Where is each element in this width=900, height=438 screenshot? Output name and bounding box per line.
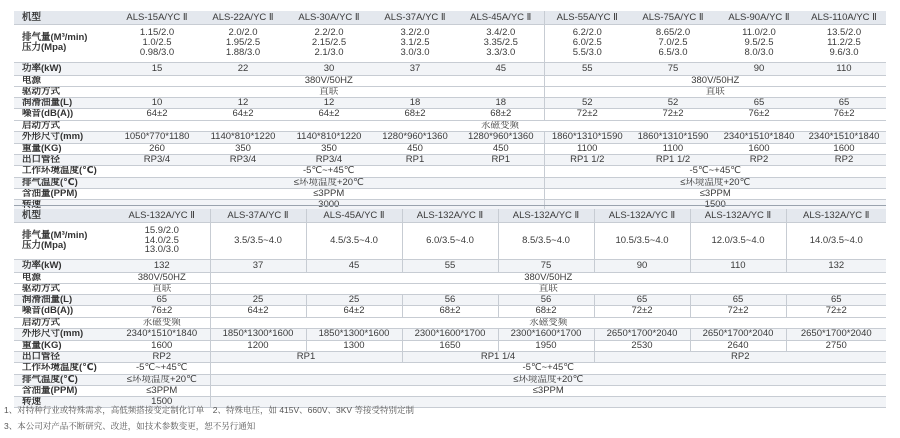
row-label: 机型 [14,209,114,222]
outlet-cell: RP1 1/2 [630,154,716,165]
supply-cell: 380V/50HZ [114,75,544,86]
oil-cell: 56 [402,294,498,305]
noise-cell: 64±2 [306,305,402,317]
weight-cell: 1200 [210,340,306,351]
pressure-label: 压力(Mpa) [22,42,67,53]
weight-cell: 1100 [630,143,716,154]
exhaust-cell: ≤环境温度+20℃ [114,374,210,385]
flow-cell [458,24,544,62]
flow-cell: 14.0/3.5~4.0 [786,222,886,259]
flow-value: 3.4/2.0 [486,27,516,39]
model-cell: ALS-110A/YC Ⅱ [802,11,886,24]
air-flow-label: 排气量(M³/min) [22,229,88,241]
power-cell: 110 [690,259,786,272]
table-row [14,97,886,108]
flow-cell [630,24,716,62]
oil-cell: 52 [544,97,630,108]
power-cell: 132 [786,259,886,272]
table-row [14,120,886,131]
row-label: 噪音(dB(A)) [14,305,114,317]
weight-cell: 1950 [498,340,594,351]
dims-cell: 1140*810*1220 [286,131,372,143]
power-cell: 37 [210,259,306,272]
flow-value: 3.2/2.0 [400,27,430,39]
flow-value: 9.6/3.0 [829,46,859,58]
table-row [14,294,886,305]
table-row [14,188,886,199]
table-row [14,272,886,283]
noise-cell: 64±2 [200,108,286,120]
oil-cell: 56 [498,294,594,305]
model-cell: ALS-132A/YC Ⅱ [594,209,690,222]
oil-cell: 12 [200,97,286,108]
flow-cell: 4.5/3.5~4.0 [306,222,402,259]
flow-value: 6.0/2.5 [572,37,602,49]
weight-cell: 2640 [690,340,786,351]
row-label: 重量(KG) [14,340,114,351]
ambient-cell: -5℃~+45℃ [210,362,886,374]
oil-cell: 65 [786,294,886,305]
flow-cell [372,24,458,62]
exhaust-cell: ≤环境温度+20℃ [114,177,544,188]
pressure-label: 压力(Mpa) [22,239,67,251]
weight-cell: 2750 [786,340,886,351]
power-cell: 132 [114,259,210,272]
weight-cell: 260 [114,143,200,154]
row-label: 启动方式 [14,120,114,131]
noise-cell: 72±2 [630,108,716,120]
dims-cell: 2650*1700*2040 [786,328,886,340]
oil-cell: 12 [286,97,372,108]
table-row [14,165,886,177]
power-cell: 37 [372,62,458,75]
flow-value: 3.0/3.0 [400,46,430,58]
table-row [14,62,886,75]
start-cell: 永磁变频 [210,317,886,328]
row-label: 外形尺寸(mm) [14,131,114,143]
footnote-2: 3、本公司对产品不断研究、改进，如技术参数变更，恕不另行通知 [4,421,256,431]
footnote-1: 1、对特种行业或特殊需求，高低频搭接变定制化订单 2、特殊电压，如 415V、660V、3KV 等接受特别定制 [4,405,414,415]
flow-cell [802,24,886,62]
noise-cell: 72±2 [594,305,690,317]
power-cell: 75 [630,62,716,75]
flow-cell: 10.5/3.5~4.0 [594,222,690,259]
model-cell: ALS-75A/YC Ⅱ [630,11,716,24]
table-row [14,374,886,385]
oil-cell: 10 [114,97,200,108]
supply-cell: 380V/50HZ [114,272,210,283]
outlet-cell: RP1 [372,154,458,165]
model-cell: ALS-45A/YC Ⅱ [306,209,402,222]
table-row [14,11,886,24]
dims-cell: 1850*1300*1600 [210,328,306,340]
weight-cell: 1650 [402,340,498,351]
speed-cell: 1500 [544,199,886,210]
row-label: 出口管径 [14,351,114,362]
noise-cell: 76±2 [802,108,886,120]
row-label: 排气温度(℃) [14,177,114,188]
supply-cell: 380V/50HZ [210,272,886,283]
oil-cell: 25 [306,294,402,305]
outlet-cell: RP2 [802,154,886,165]
table-row [14,143,886,154]
flow-value: 0.98/3.0 [139,46,175,58]
flow-value: 9.5/2.5 [744,37,774,49]
noise-cell: 64±2 [114,108,200,120]
section-divider [14,205,886,206]
dims-cell: 1280*960*1360 [372,131,458,143]
dims-cell: 2650*1700*2040 [690,328,786,340]
table-row [14,209,886,222]
oil-content-cell: ≤3PPM [114,188,544,199]
outlet-cell: RP1 [210,351,402,362]
flow-cell: 3.5/3.5~4.0 [210,222,306,259]
model-cell: ALS-132A/YC Ⅱ [786,209,886,222]
noise-cell: 64±2 [210,305,306,317]
table-row [14,305,886,317]
noise-cell: 68±2 [458,108,544,120]
ambient-cell: -5℃~+45℃ [114,165,544,177]
flow-value: 11.2/2.5 [827,37,861,49]
table-row [14,283,886,294]
power-cell: 15 [114,62,200,75]
noise-cell: 68±2 [498,305,594,317]
model-cell: ALS-132A/YC Ⅱ [498,209,594,222]
row-label: 润滑油量(L) [14,97,114,108]
table-row [14,340,886,351]
model-cell: ALS-45A/YC Ⅱ [458,11,544,24]
outlet-cell: RP2 [594,351,886,362]
speed-cell: 3000 [114,199,544,210]
start-cell: 永磁变频 [114,317,210,328]
outlet-cell: RP2 [716,154,802,165]
oil-cell: 65 [690,294,786,305]
model-cell: ALS-22A/YC Ⅱ [200,11,286,24]
flow-value: 3.3/3.0 [486,46,516,58]
power-cell: 22 [200,62,286,75]
weight-cell: 1600 [114,340,210,351]
row-label: 启动方式 [14,317,114,328]
ambient-cell: -5℃~+45℃ [114,362,210,374]
power-cell: 110 [802,62,886,75]
power-cell: 90 [594,259,690,272]
flow-value: 14.0/2.5 [144,234,179,246]
drive-cell: 直联 [210,283,886,294]
flow-value: 13.5/2.0 [826,27,862,39]
flow-cell: 8.5/3.5~4.0 [498,222,594,259]
row-label: 功率(kW) [14,62,114,75]
table-row [14,131,886,143]
oil-cell: 18 [458,97,544,108]
oil-cell: 65 [594,294,690,305]
noise-cell: 64±2 [286,108,372,120]
oil-content-cell: ≤3PPM [114,385,210,396]
row-label: 机型 [14,11,114,24]
air-flow-label: 排气量(M³/min) [22,32,88,44]
flow-value: 2.2/2.0 [314,27,344,39]
flow-value: 2.0/2.0 [228,27,258,39]
flow-cell: 6.0/3.5~4.0 [402,222,498,259]
row-label [14,222,114,259]
outlet-cell: RP1 1/4 [402,351,594,362]
model-cell: ALS-55A/YC Ⅱ [544,11,630,24]
exhaust-cell: ≤环境温度+20℃ [544,177,886,188]
outlet-cell: RP3/4 [114,154,200,165]
flow-cell [200,24,286,62]
table-row [14,86,886,97]
flow-value: 1.95/2.5 [225,37,261,49]
row-label: 外形尺寸(mm) [14,328,114,340]
flow-value: 13.0/3.0 [144,244,179,256]
table-row [14,351,886,362]
dims-cell: 2300*1600*1700 [402,328,498,340]
table-row [14,259,886,272]
noise-cell: 68±2 [372,108,458,120]
row-label: 含油量(PPM) [14,385,114,396]
row-label [14,24,114,62]
row-label: 电源 [14,75,114,86]
flow-cell [544,24,630,62]
flow-cell: 12.0/3.5~4.0 [690,222,786,259]
flow-value: 6.5/3.0 [658,46,688,58]
power-cell: 90 [716,62,802,75]
power-cell: 45 [306,259,402,272]
flow-cell [286,24,372,62]
flow-value: 2.15/2.5 [311,37,347,49]
dims-cell: 2340*1510*1840 [114,328,210,340]
model-cell: ALS-132A/YC Ⅱ [114,209,210,222]
power-cell: 30 [286,62,372,75]
ambient-cell: -5℃~+45℃ [544,165,886,177]
flow-value: 8.0/3.0 [744,46,774,58]
table-row [14,177,886,188]
dims-cell: 1140*810*1220 [200,131,286,143]
dims-cell: 2300*1600*1700 [498,328,594,340]
flow-value: 1.0/2.5 [142,37,172,49]
dims-cell: 1850*1300*1600 [306,328,402,340]
spec-table-2 [14,209,886,408]
weight-cell: 1600 [802,143,886,154]
model-cell: ALS-37A/YC Ⅱ [372,11,458,24]
flow-value: 11.0/2.0 [742,27,776,39]
outlet-cell: RP1 1/2 [544,154,630,165]
row-label: 电源 [14,272,114,283]
table-row [14,317,886,328]
start-cell: 永磁变频 [114,120,886,131]
flow-value: 7.0/2.5 [658,37,688,49]
oil-cell: 52 [630,97,716,108]
dims-cell: 2340*1510*1840 [716,131,802,143]
weight-cell: 1600 [716,143,802,154]
flow-value: 3.35/2.5 [483,37,518,49]
oil-cell: 65 [114,294,210,305]
outlet-cell: RP3/4 [200,154,286,165]
model-cell: ALS-132A/YC Ⅱ [690,209,786,222]
outlet-cell: RP1 [458,154,544,165]
flow-value: 15.9/2.0 [144,224,179,236]
dims-cell: 1860*1310*1590 [544,131,630,143]
oil-cell: 65 [802,97,886,108]
model-cell: ALS-30A/YC Ⅱ [286,11,372,24]
model-cell: ALS-90A/YC Ⅱ [716,11,802,24]
noise-cell: 76±2 [716,108,802,120]
model-cell: ALS-37A/YC Ⅱ [210,209,306,222]
row-label: 噪音(dB(A)) [14,108,114,120]
power-cell: 55 [402,259,498,272]
weight-cell: 450 [372,143,458,154]
flow-cell [114,24,200,62]
weight-cell: 1100 [544,143,630,154]
oil-cell: 25 [210,294,306,305]
row-label: 转速 [14,199,114,210]
speed-cell: 1500 [114,396,210,407]
noise-cell: 72±2 [786,305,886,317]
oil-content-cell: ≤3PPM [210,385,886,396]
row-label: 排气温度(℃) [14,374,114,385]
table-row [14,24,886,62]
row-label: 工作环境温度(℃) [14,362,114,374]
noise-cell: 72±2 [690,305,786,317]
weight-cell: 2530 [594,340,690,351]
row-label: 驱动方式 [14,86,114,97]
oil-cell: 65 [716,97,802,108]
oil-content-cell: ≤3PPM [544,188,886,199]
noise-cell: 76±2 [114,305,210,317]
flow-cell [114,222,210,259]
table-row [14,222,886,259]
oil-cell: 18 [372,97,458,108]
row-label: 工作环境温度(℃) [14,165,114,177]
row-label: 功率(kW) [14,259,114,272]
noise-cell: 68±2 [402,305,498,317]
drive-cell: 直联 [114,86,544,97]
flow-value: 3.1/2.5 [400,37,430,49]
flow-value: 2.1/3.0 [314,46,344,58]
power-cell: 45 [458,62,544,75]
drive-cell: 直联 [544,86,886,97]
row-label: 转速 [14,396,114,407]
dims-cell: 2340*1510*1840 [802,131,886,143]
exhaust-cell: ≤环境温度+20℃ [210,374,886,385]
flow-value: 8.65/2.0 [655,27,691,39]
flow-value: 1.88/3.0 [225,46,261,58]
spec-table-1 [14,11,886,211]
outlet-cell: RP3/4 [286,154,372,165]
table-row [14,108,886,120]
dims-cell: 1860*1310*1590 [630,131,716,143]
table-row [14,75,886,86]
weight-cell: 350 [286,143,372,154]
flow-value: 5.5/3.0 [572,46,602,58]
row-label: 润滑油量(L) [14,294,114,305]
row-label: 出口管径 [14,154,114,165]
row-label: 重量(KG) [14,143,114,154]
weight-cell: 450 [458,143,544,154]
table-row [14,362,886,374]
row-label: 含油量(PPM) [14,188,114,199]
model-cell: ALS-15A/YC Ⅱ [114,11,200,24]
outlet-cell: RP2 [114,351,210,362]
dims-cell: 1280*960*1360 [458,131,544,143]
weight-cell: 350 [200,143,286,154]
weight-cell: 1300 [306,340,402,351]
power-cell: 75 [498,259,594,272]
table-row [14,385,886,396]
supply-cell: 380V/50HZ [544,75,886,86]
flow-value: 1.15/2.0 [139,27,175,39]
table-row [14,154,886,165]
table-row [14,328,886,340]
drive-cell: 直联 [114,283,210,294]
dims-cell: 1050*770*1180 [114,131,200,143]
flow-cell [716,24,802,62]
row-label: 驱动方式 [14,283,114,294]
power-cell: 55 [544,62,630,75]
model-cell: ALS-132A/YC Ⅱ [402,209,498,222]
dims-cell: 2650*1700*2040 [594,328,690,340]
flow-value: 6.2/2.0 [572,27,602,39]
noise-cell: 72±2 [544,108,630,120]
